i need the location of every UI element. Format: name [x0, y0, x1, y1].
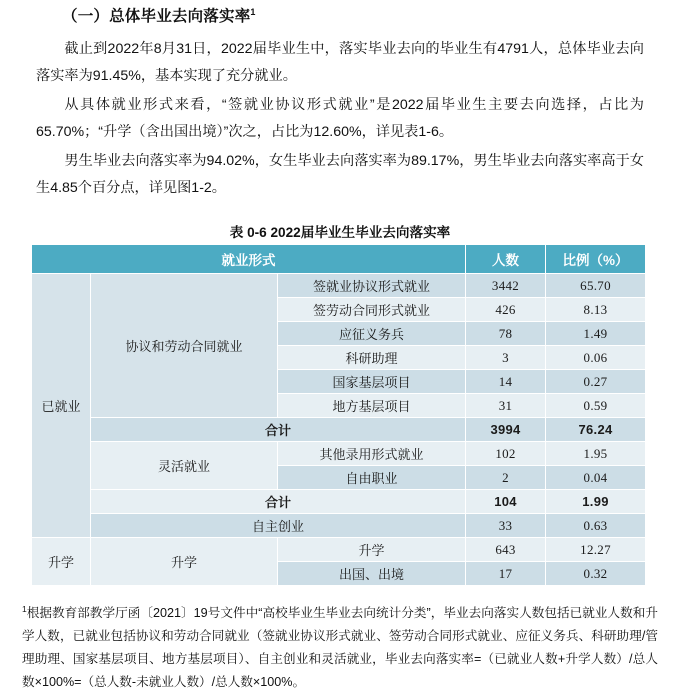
table-row	[32, 274, 646, 298]
self-employment-label: 自主创业	[91, 514, 466, 538]
group-further-study: 升学	[32, 538, 91, 586]
flexible-total-label: 合计	[91, 490, 466, 514]
flexible-total-ratio: 1.99	[546, 490, 646, 514]
row-ratio: 0.59	[546, 394, 646, 418]
paragraph-3: 男生毕业去向落实率为94.02%，女生毕业去向落实率为89.17%，男生毕业去向落实率高于女生4.85个百分点，详见图1-2。	[36, 153, 644, 196]
subgroup-study: 升学	[91, 538, 278, 586]
row-ratio: 1.49	[546, 322, 646, 346]
row-ratio: 12.27	[546, 538, 646, 562]
row-item: 出国、出境	[278, 562, 466, 586]
row-item: 升学	[278, 538, 466, 562]
heading-footnote-marker: 1	[250, 6, 256, 17]
self-employment-count: 33	[466, 514, 546, 538]
row-item: 其他录用形式就业	[278, 442, 466, 466]
row-item: 国家基层项目	[278, 370, 466, 394]
section-heading	[62, 4, 256, 26]
row-ratio: 65.70	[546, 274, 646, 298]
footnote	[22, 598, 658, 694]
row-ratio: 0.32	[546, 562, 646, 586]
row-item: 应征义务兵	[278, 322, 466, 346]
table-total-row	[32, 490, 646, 514]
row-count: 14	[466, 370, 546, 394]
paragraph-2: 从具体就业形式来看，“签就业协议形式就业”是2022届毕业生主要去向选择，占比为65.70%；“升学（含出国出境）”次之，占比为12.60%，详见表1-6。	[36, 97, 644, 140]
row-count: 643	[466, 538, 546, 562]
contract-total-count: 3994	[466, 418, 546, 442]
row-item: 自由职业	[278, 466, 466, 490]
header-form: 就业形式	[32, 245, 466, 274]
subgroup-contract: 协议和劳动合同就业	[91, 274, 278, 418]
group-employed: 已就业	[32, 274, 91, 538]
footnote-marker: 1	[22, 604, 27, 614]
contract-total-ratio: 76.24	[546, 418, 646, 442]
footnote-text: 根据教育部教学厅函〔2021〕19号文件中“高校毕业生毕业去向统计分类”，毕业去向落实人数包括已就业人数和升学人数，已就业包括协议和劳动合同就业（签就业协议形式就业、签劳动合同形式就业、应征义务兵、科研助理/管理助理、国家基层项目、地方基层项目）、自主创业和灵活就业，毕业去向落实率=（已就业人数+升学人数）/总人数×100%=（总人数-未就业人数）/总人数×100%。	[22, 606, 658, 690]
employment-table	[31, 244, 646, 586]
flexible-total-count: 104	[466, 490, 546, 514]
row-item: 签就业协议形式就业	[278, 274, 466, 298]
row-ratio: 0.04	[546, 466, 646, 490]
self-employment-ratio: 0.63	[546, 514, 646, 538]
row-item: 科研助理	[278, 346, 466, 370]
table-row	[32, 442, 646, 466]
table-header-row	[32, 245, 646, 274]
row-count: 426	[466, 298, 546, 322]
row-count: 3442	[466, 274, 546, 298]
paragraph-1: 截止到2022年8月31日，2022届毕业生中，落实毕业去向的毕业生有4791人，总体毕业去向落实率为91.45%，基本实现了充分就业。	[36, 41, 644, 84]
header-count: 人数	[466, 245, 546, 274]
row-count: 17	[466, 562, 546, 586]
table-row	[32, 538, 646, 562]
table-caption: 表 0-6 2022届毕业生毕业去向落实率	[229, 225, 451, 240]
row-ratio: 1.95	[546, 442, 646, 466]
header-ratio: 比例（%）	[546, 245, 646, 274]
row-count: 31	[466, 394, 546, 418]
section-heading-text: （一）总体毕业去向落实率	[62, 8, 251, 25]
table-total-row	[32, 418, 646, 442]
row-count: 3	[466, 346, 546, 370]
row-item: 签劳动合同形式就业	[278, 298, 466, 322]
row-ratio: 0.06	[546, 346, 646, 370]
row-count: 78	[466, 322, 546, 346]
row-ratio: 0.27	[546, 370, 646, 394]
table-row	[32, 514, 646, 538]
contract-total-label: 合计	[91, 418, 466, 442]
employment-table-wrap	[31, 244, 645, 586]
row-count: 2	[466, 466, 546, 490]
subgroup-flexible: 灵活就业	[91, 442, 278, 490]
row-ratio: 8.13	[546, 298, 646, 322]
row-item: 地方基层项目	[278, 394, 466, 418]
body-paragraphs	[36, 36, 644, 204]
row-count: 102	[466, 442, 546, 466]
